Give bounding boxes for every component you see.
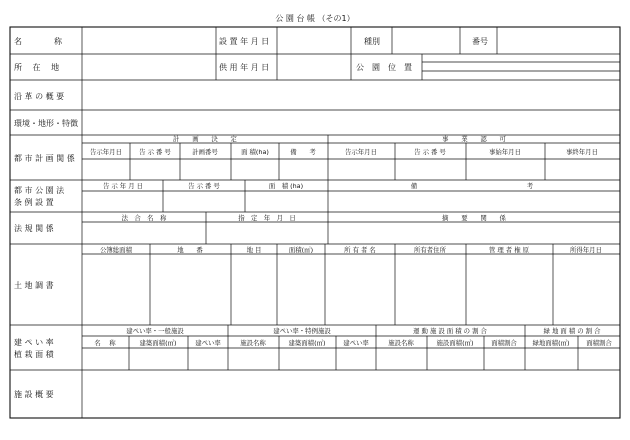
label-type: 種別 (364, 37, 380, 46)
col-cov-building-area: 建築面積(㎡) (139, 339, 177, 347)
col-ord-remarks-2: 考 (526, 182, 534, 190)
form-title: 公 園 台 帳 （その1） (275, 14, 355, 23)
col-cov-sp-name: 施設名称 (240, 339, 266, 347)
col-cov-ratio: 建ぺい率 (195, 339, 221, 347)
label-location: 所 在 地 (14, 63, 60, 72)
header-plan-decision: 計 画 決 定 (173, 135, 237, 143)
col-ord-notice-date: 告 示 年 月 日 (102, 182, 144, 190)
col-project-start: 事始年月日 (489, 148, 521, 156)
col-project-end: 事終年月日 (566, 148, 598, 156)
col-reg-law-name: 法 合 名 称 (121, 214, 167, 222)
label-history: 沿 革 の 概 要 (14, 92, 65, 101)
group-sports-ratio: 運 動 施 設 面 積 の 割 合 (413, 327, 487, 335)
label-city-plan: 都 市 計 画 関 係 (14, 154, 75, 163)
col-plan-area: 面 積(ha) (241, 148, 269, 156)
col-plan-number: 計画番号 (192, 148, 218, 156)
col-land-acquired-date: 所得年月日 (570, 246, 602, 254)
col-ord-notice-no: 告 示 番 号 (188, 182, 220, 190)
col-project-notice-no: 告 示 番 号 (414, 148, 446, 156)
label-ordinance-1: 都 市 公 園 法 (14, 186, 65, 195)
form-frame (10, 27, 620, 418)
col-land-owner-address: 所有者住所 (414, 246, 446, 254)
label-park-position: 公 園 位 置 (356, 63, 412, 72)
label-facilities: 施 設 概 要 (14, 390, 54, 399)
col-ord-area: 面 積 (ha) (268, 182, 304, 190)
group-green-ratio: 緑 地 面 積 の 割 合 (543, 327, 601, 335)
label-use-date: 供 用 年 月 日 (219, 63, 270, 72)
col-land-total-area: 公簿総面積 (100, 246, 132, 254)
col-green-area: 緑地面積(㎡) (532, 339, 570, 347)
label-regulation: 法 規 関 係 (14, 224, 54, 233)
label-name: 名 称 (14, 37, 62, 46)
col-sports-name: 施設名称 (388, 339, 414, 347)
col-cov-sp-building-area: 建築面積(㎡) (288, 339, 326, 347)
label-coverage-2: 植 栽 面 積 (14, 350, 54, 359)
label-coverage-1: 建 ペ い 率 (14, 338, 54, 347)
col-cov-sp-ratio: 建ぺい率 (343, 339, 369, 347)
label-ordinance-2: 条 例 設 置 (14, 198, 54, 207)
col-plan-notice-no: 告 示 番 号 (139, 148, 171, 156)
label-setup-date: 設 置 年 月 日 (219, 37, 270, 46)
group-coverage-special: 建ペい率・特例施設 (273, 327, 331, 335)
col-land-lot-number: 地 番 (177, 246, 203, 254)
col-cov-name: 名 称 (94, 339, 116, 347)
col-project-notice-date: 告示年月日 (345, 148, 377, 156)
col-green-ratio: 面積割合 (586, 339, 612, 347)
col-plan-notice-date: 告示年月日 (90, 148, 122, 156)
col-plan-remarks: 備 考 (290, 148, 316, 156)
col-land-category: 地 目 (246, 246, 262, 254)
col-land-area: 面積(㎡) (288, 246, 314, 254)
label-number: 番号 (472, 37, 488, 46)
header-project-approval: 事 業 認 可 (442, 135, 506, 143)
col-sports-ratio: 面積割合 (491, 339, 517, 347)
label-land: 土 地 調 書 (14, 281, 54, 290)
col-land-manager-rights: 管 理 者 権 原 (488, 246, 530, 254)
label-environment: 環境・地形・特徴 (14, 119, 78, 128)
col-reg-designation-date: 指 定 年 月 日 (238, 214, 296, 222)
col-ord-remarks-1: 備 (410, 182, 418, 190)
col-sports-area: 施設面積(㎡) (436, 339, 474, 347)
col-reg-summary: 摘 要 関 係 (442, 214, 506, 222)
col-land-owner: 所 有 者 名 (344, 246, 376, 254)
group-coverage-general: 建ぺい率・一般施設 (126, 327, 184, 335)
